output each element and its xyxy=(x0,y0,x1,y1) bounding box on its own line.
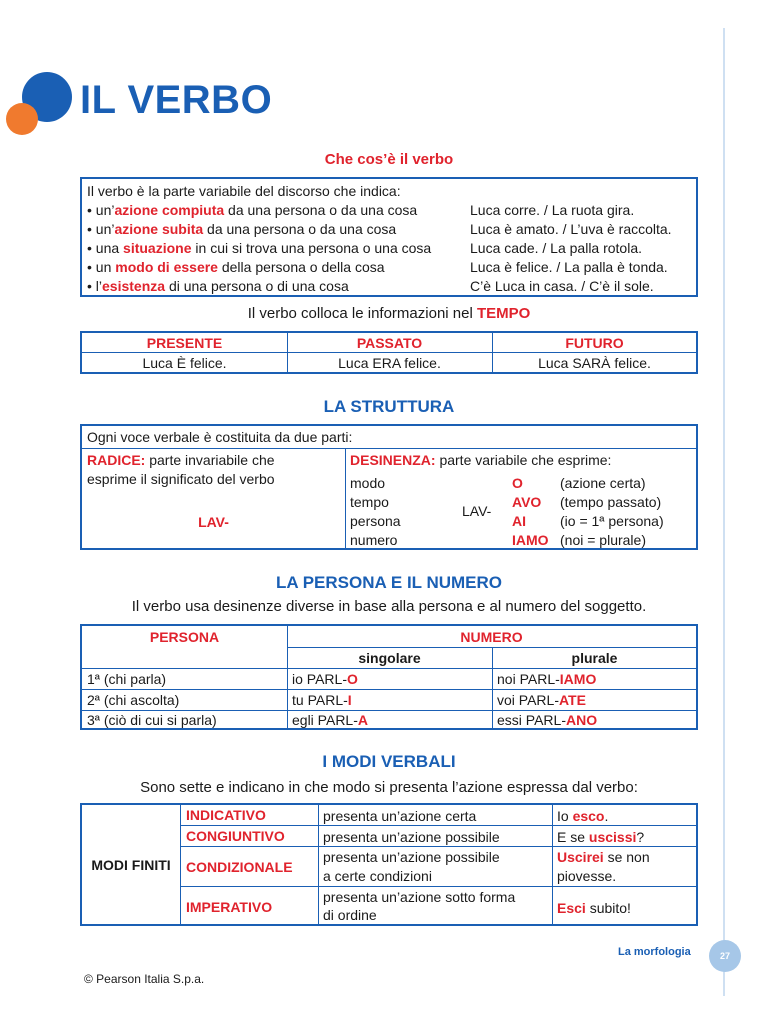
section-title-struttura: LA STRUTTURA xyxy=(323,397,455,416)
desinenza-note: (tempo passato) xyxy=(560,494,662,510)
persona-cell: 2ª (chi ascolta) xyxy=(87,692,180,708)
definition-item: • un’azione compiuta da una persona o da una cosa xyxy=(87,202,418,218)
persona-cell: 3ª (ciò di cui si parla) xyxy=(87,712,217,728)
struttura-intro: Ogni voce verbale è costituita da due parti: xyxy=(87,429,353,445)
margin-rule xyxy=(723,28,725,996)
definition-box xyxy=(80,177,698,297)
definition-item: • l’esistenza di una persona o di una cosa xyxy=(87,278,349,294)
header-plurale: plurale xyxy=(571,650,618,666)
modo-description: presenta un’azione possibile xyxy=(323,849,500,865)
definition-example: Luca è felice. / La palla è tonda. xyxy=(470,259,668,275)
desinenza-label: persona xyxy=(350,513,401,529)
table-divider xyxy=(180,886,696,887)
tempo-header-passato: PASSATO xyxy=(356,335,423,351)
definition-example: Luca corre. / La ruota gira. xyxy=(470,202,635,218)
desinenza-ending: IAMO xyxy=(512,532,549,548)
section-title-persona: LA PERSONA E IL NUMERO xyxy=(275,573,503,592)
table-divider xyxy=(82,710,696,711)
table-divider xyxy=(82,352,696,353)
desinenza-label: numero xyxy=(350,532,398,548)
tempo-value-presente: Luca È felice. xyxy=(142,355,227,371)
section-title-modi: I MODI VERBALI xyxy=(322,752,456,771)
struttura-box xyxy=(80,424,698,550)
plurale-cell: noi PARL-IAMO xyxy=(497,671,597,687)
definition-item: • un’azione subita da una persona o da una cosa xyxy=(87,221,397,237)
modo-name: IMPERATIVO xyxy=(186,899,273,915)
radice-definition: RADICE: parte invariabile che xyxy=(87,452,275,468)
definition-example: C’è Luca in casa. / C’è il sole. xyxy=(470,278,654,294)
tempo-table xyxy=(80,331,698,374)
desinenza-label: tempo xyxy=(350,494,389,510)
modo-example: Io esco. xyxy=(557,808,609,824)
modo-description-cont: a certe condizioni xyxy=(323,868,432,884)
desinenza-note: (azione certa) xyxy=(560,475,646,491)
modo-description: presenta un’azione certa xyxy=(323,808,477,824)
radice-example: LAV- xyxy=(198,514,229,530)
modo-example: Esci subito! xyxy=(557,900,631,916)
header-singolare: singolare xyxy=(358,650,421,666)
persona-subtitle: Il verbo usa desinenze diverse in base alla persona e al numero del soggetto. xyxy=(131,598,647,615)
table-divider xyxy=(82,448,696,449)
table-divider xyxy=(82,689,696,690)
header-numero: NUMERO xyxy=(460,629,523,645)
desinenza-label: modo xyxy=(350,475,386,491)
persona-table xyxy=(80,624,698,730)
modo-name: INDICATIVO xyxy=(186,807,266,823)
table-divider xyxy=(180,805,181,924)
singolare-cell: tu PARL-I xyxy=(292,692,352,708)
modo-description: presenta un’azione possibile xyxy=(323,829,500,845)
table-divider xyxy=(552,805,553,924)
singolare-cell: io PARL-O xyxy=(292,671,358,687)
tempo-header-futuro: FUTURO xyxy=(565,335,624,351)
definition-intro: Il verbo è la parte variabile del discorso che indica: xyxy=(87,183,401,199)
definition-example: Luca è amato. / L’uva è raccolta. xyxy=(470,221,672,237)
table-divider xyxy=(287,647,696,648)
header-persona: PERSONA xyxy=(149,629,220,645)
radice-definition-cont: esprime il significato del verbo xyxy=(87,471,275,487)
singolare-cell: egli PARL-A xyxy=(292,712,369,728)
definition-item: • un modo di essere della persona o della cosa xyxy=(87,259,385,275)
table-divider xyxy=(82,668,696,669)
definition-example: Luca cade. / La palla rotola. xyxy=(470,240,643,256)
desinenza-ending: AVO xyxy=(512,494,542,510)
table-divider xyxy=(318,805,319,924)
desinenza-note: (noi = plurale) xyxy=(560,532,646,548)
desinenza-ending: O xyxy=(512,475,523,491)
modo-example-cont: piovesse. xyxy=(557,868,617,884)
desinenza-definition: DESINENZA: parte variabile che esprime: xyxy=(350,452,612,468)
persona-cell: 1ª (chi parla) xyxy=(87,671,167,687)
table-divider xyxy=(180,846,696,847)
tempo-caption: Il verbo colloca le informazioni nel TEMPO xyxy=(247,305,531,322)
desinenza-ending: AI xyxy=(512,513,526,529)
table-divider xyxy=(180,825,696,826)
plurale-cell: essi PARL-ANO xyxy=(497,712,598,728)
footer-section-label: La morfologia xyxy=(618,946,691,958)
copyright: © Pearson Italia S.p.a. xyxy=(84,972,205,986)
modo-name: CONGIUNTIVO xyxy=(186,828,285,844)
modo-name: CONDIZIONALE xyxy=(186,859,293,875)
modo-example: Uscirei se non xyxy=(557,849,650,865)
modi-subtitle: Sono sette e indicano in che modo si presenta l’azione espressa dal verbo: xyxy=(140,779,638,796)
plurale-cell: voi PARL-ATE xyxy=(497,692,586,708)
desinenza-stem: LAV- xyxy=(462,503,492,519)
modi-table xyxy=(80,803,698,926)
modo-example: E se uscissi? xyxy=(557,829,645,845)
modo-description-cont: di ordine xyxy=(323,907,377,923)
table-divider xyxy=(345,448,346,548)
modi-group-label: MODI FINITI xyxy=(91,857,171,873)
section-title-definition: Che cos’è il verbo xyxy=(324,151,454,168)
modo-description: presenta un’azione sotto forma xyxy=(323,889,516,905)
tempo-value-passato: Luca ERA felice. xyxy=(338,355,441,371)
definition-item: • una situazione in cui si trova una persona o una cosa xyxy=(87,240,432,256)
page-title: IL VERBO xyxy=(80,78,273,122)
tempo-header-presente: PRESENTE xyxy=(146,335,223,351)
desinenza-note: (io = 1ª persona) xyxy=(560,513,664,529)
page-number: 27 xyxy=(709,940,741,972)
tempo-value-futuro: Luca SARÀ felice. xyxy=(538,355,651,371)
orange-circle-icon xyxy=(6,103,38,135)
